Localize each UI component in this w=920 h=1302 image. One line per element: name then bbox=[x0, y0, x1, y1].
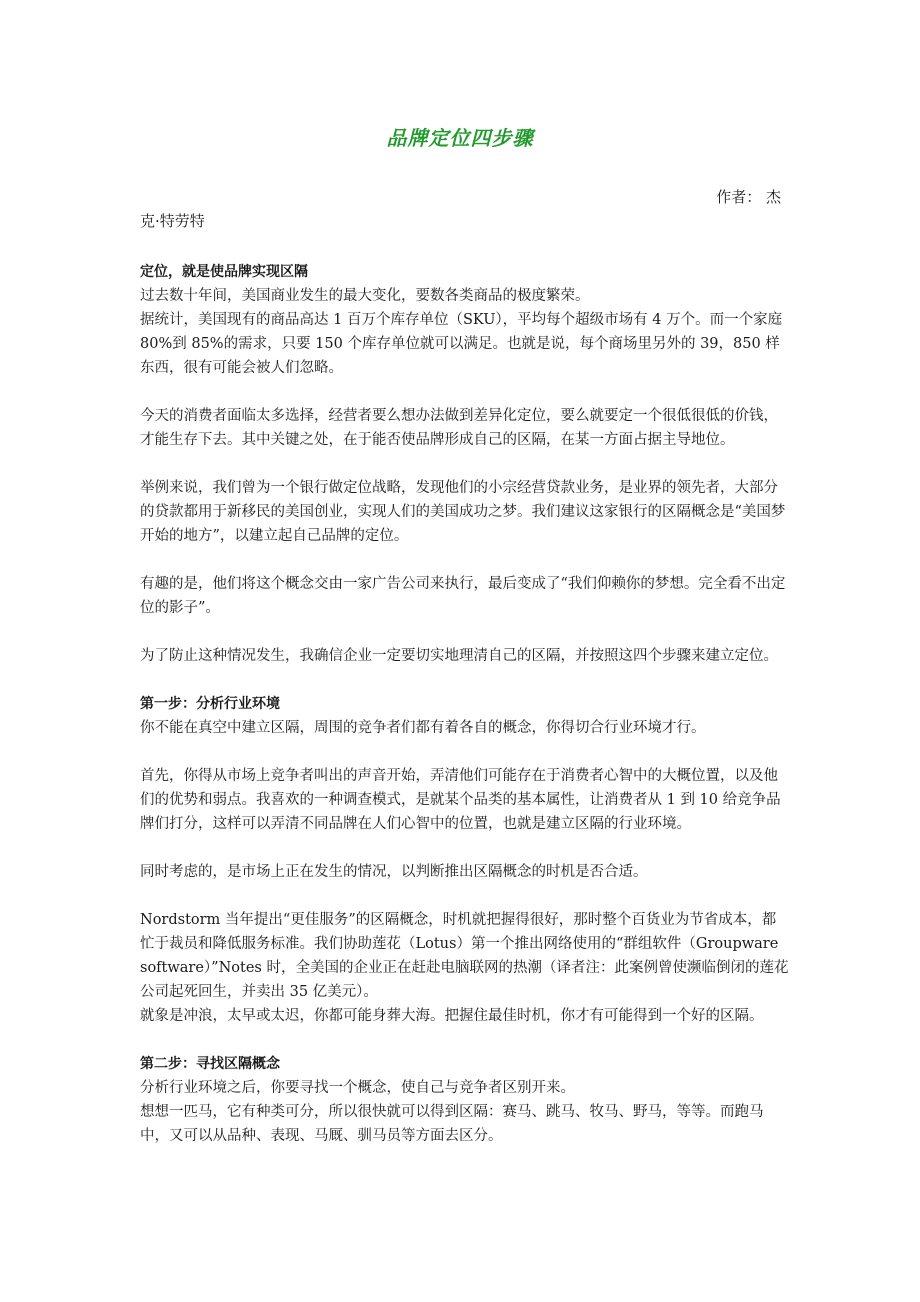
author-name: 克·特劳特 bbox=[140, 212, 205, 230]
paragraph-spacer bbox=[140, 668, 790, 692]
document-body bbox=[140, 260, 790, 1148]
paragraph-spacer bbox=[140, 380, 790, 404]
paragraph: Nordstorm 当年提出“更佳服务”的区隔概念，时机就把握得很好，那时整个百货业为节省成本，都忙于裁员和降低服务标准。我们协助莲花（Lotus）第一个推出网络使用的“群组软件（Groupware software）”Notes 时，全美国的企业正在赶赴电脑联网的热潮（译者注：此案例曾使濒临倒闭的莲花公司起死回生，并卖出 35 亿美元）。 bbox=[140, 912, 789, 1000]
paragraph: 有趣的是，他们将这个概念交由一家广告公司来执行，最后变成了“我们仰赖你的梦想。完全看不出定位的影子”。 bbox=[140, 576, 786, 616]
paragraph-spacer bbox=[140, 548, 790, 572]
paragraph: 分析行业环境之后，你要寻找一个概念，使自己与竞争者区别开来。 bbox=[140, 1080, 575, 1096]
section-heading: 第一步：分析行业环境 bbox=[140, 696, 280, 712]
paragraph: 举例来说，我们曾为一个银行做定位战略，发现他们的小宗经营贷款业务，是业界的领先者，大部分的贷款都用于新移民的美国创业，实现人们的美国成功之梦。我们建议这家银行的区隔概念是“美国梦开始的地方”，以建立起自己品牌的定位。 bbox=[140, 480, 786, 544]
paragraph-spacer bbox=[140, 620, 790, 644]
paragraph: 就象是冲浪，太早或太迟，你都可能身葬大海。把握住最佳时机，你才有可能得到一个好的区隔。 bbox=[140, 1008, 764, 1024]
paragraph-spacer bbox=[140, 836, 790, 860]
paragraph: 同时考虑的，是市场上正在发生的情况，以判断推出区隔概念的时机是否合适。 bbox=[140, 864, 648, 880]
document-title: 品牌定位四步骤 bbox=[386, 126, 534, 150]
section-heading: 第二步：寻找区隔概念 bbox=[140, 1056, 280, 1072]
paragraph: 过去数十年间，美国商业发生的最大变化，要数各类商品的极度繁荣。 bbox=[140, 288, 590, 304]
section-heading: 定位，就是使品牌实现区隔 bbox=[140, 264, 308, 280]
paragraph-spacer bbox=[140, 740, 790, 764]
paragraph: 想想一匹马，它有种类可分，所以很快就可以得到区隔：赛马、跳马、牧马、野马，等等。而跑马中，又可以从品种、表现、马厩、驯马员等方面去区分。 bbox=[140, 1104, 764, 1144]
paragraph: 首先，你得从市场上竞争者叫出的声音开始，弄清他们可能存在于消费者心智中的大概位置，以及他们的优势和弱点。我喜欢的一种调查模式，是就某个品类的基本属性，让消费者从 1 到 10 给竞争品牌们打分，这样可以弄清不同品牌在人们心智中的位置，也就是建立区隔的行业环境。 bbox=[140, 768, 781, 832]
paragraph: 今天的消费者面临太多选择，经营者要么想办法做到差异化定位，要么就要定一个很低很低的价钱，才能生存下去。其中关键之处，在于能否使品牌形成自己的区隔，在某一方面占据主导地位。 bbox=[140, 408, 778, 448]
paragraph: 你不能在真空中建立区隔，周围的竞争者们都有着各自的概念，你得切合行业环境才行。 bbox=[140, 720, 706, 736]
paragraph-spacer bbox=[140, 1028, 790, 1052]
paragraph: 据统计，美国现有的商品高达 1 百万个库存单位（SKU），平均每个超级市场有 4 万个。而一个家庭 80%到 85%的需求，只要 150 个库存单位就可以满足。也就是说，每个商场里另外的 39，850 样东西，很有可能会被人们忽略。 bbox=[140, 312, 783, 376]
paragraph-spacer bbox=[140, 884, 790, 908]
paragraph: 为了防止这种情况发生，我确信企业一定要切实地理清自己的区隔，并按照这四个步骤来建立定位。 bbox=[140, 648, 778, 664]
paragraph-spacer bbox=[140, 452, 790, 476]
author-label: 作者： 杰 bbox=[716, 188, 781, 206]
